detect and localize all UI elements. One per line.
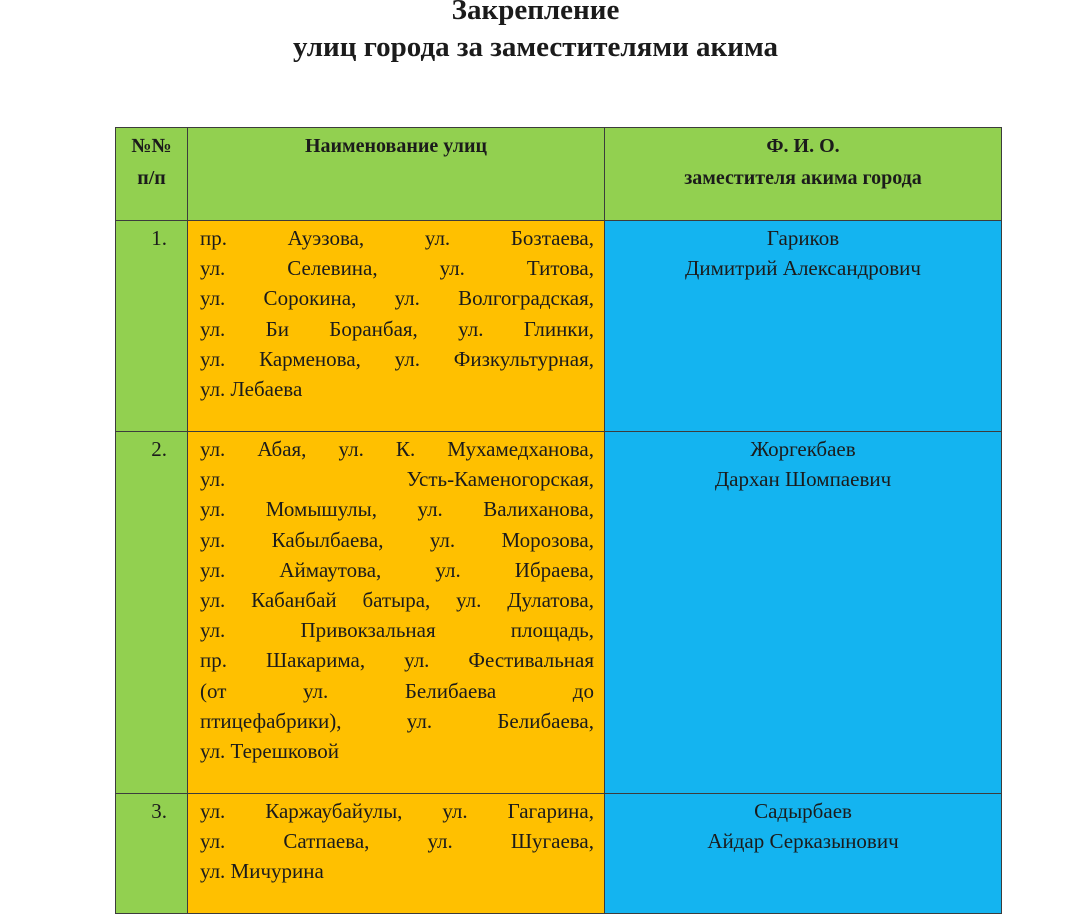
header-fio-line-2: заместителя акима города [684,167,922,189]
street-line: ул. Момышулы, ул. Валиханова, [200,497,594,522]
deputy-given-names: Димитрий Александрович [685,256,921,281]
table-header-row [116,128,1002,221]
street-line: ул. Селевина, ул. Титова, [200,256,594,281]
row-fio [605,221,1002,432]
row-number: 2. [116,432,188,794]
street-line: ул. Би Боранбая, ул. Глинки, [200,316,594,341]
street-line: ул. Мичурина [200,859,324,884]
street-line: ул. Кабанбай батыра, ул. Дулатова, [200,588,594,613]
street-line: ул. Кабылбаева, ул. Морозова, [200,527,594,552]
header-number-line-1: №№ [131,135,172,157]
street-line: ул. Карменова, ул. Физкультурная, [200,346,594,371]
row-number: 1. [116,221,188,432]
header-fio [605,128,1002,221]
deputy-given-names: Айдар Серказынович [707,829,899,854]
row-fio [605,794,1002,914]
deputy-surname: Садырбаев [754,799,852,823]
table-row [116,794,1002,914]
street-line: ул. Усть-Каменогорская, [200,467,594,492]
header-fio-line-1: Ф. И. О. [766,135,840,157]
document-title-line-1: Закрепление [451,0,620,26]
street-line: птицефабрики), ул. Белибаева, [200,708,594,733]
table-row [116,221,1002,432]
street-line: ул. Сатпаева, ул. Шугаева, [200,829,594,854]
streets-assignment-table [115,127,1002,914]
street-line: пр. Шакарима, ул. Фестивальная [200,648,594,673]
street-line: пр. Ауэзова, ул. Бозтаева, [200,226,594,250]
row-streets [188,432,605,794]
table-row [116,432,1002,794]
deputy-surname: Жоргекбаев [750,437,856,461]
row-streets [188,794,605,914]
header-streets: Наименование улиц [188,128,605,221]
street-line: ул. Абая, ул. К. Мухамедханова, [200,437,594,461]
street-line: ул. Аймаутова, ул. Ибраева, [200,557,594,582]
street-line: ул. Привокзальная площадь, [200,618,594,643]
street-line: ул. Лебаева [200,377,303,402]
row-streets [188,221,605,432]
header-number [116,128,188,221]
street-line: ул. Терешковой [200,739,340,764]
document-title-line-2: улиц города за заместителями акима [293,31,778,63]
street-line: ул. Сорокина, ул. Волгоградская, [200,286,594,311]
header-number-line-2: п/п [137,167,166,189]
deputy-surname: Гариков [766,226,840,250]
deputy-given-names: Дархан Шомпаевич [714,467,892,492]
street-line: ул. Каржаубайулы, ул. Гагарина, [200,799,594,823]
row-number: 3. [116,794,188,914]
row-fio [605,432,1002,794]
street-line: (от ул. Белибаева до [200,678,594,703]
